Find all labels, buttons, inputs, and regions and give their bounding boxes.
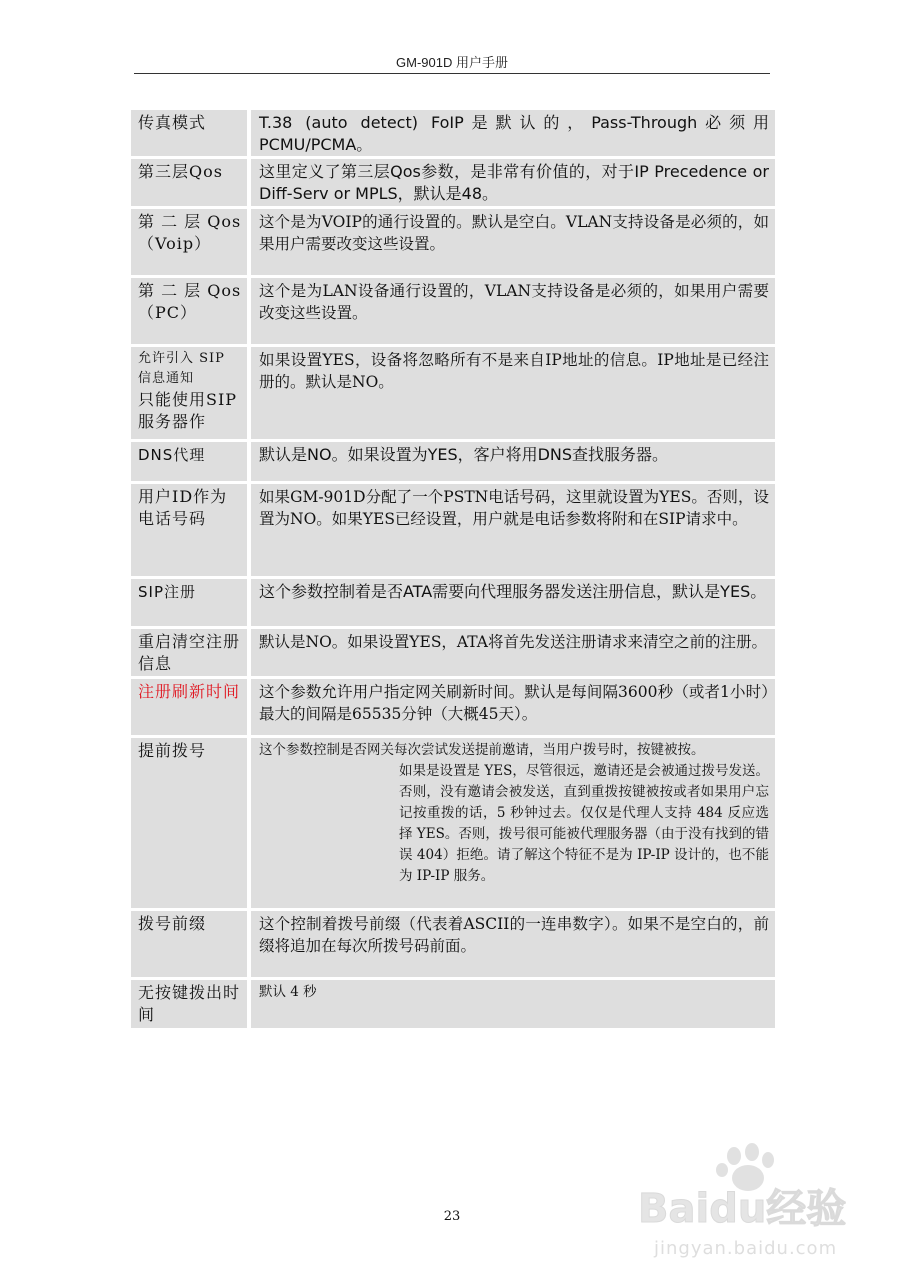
- settings-table: [131, 110, 775, 1031]
- row-label: 提前拨号: [131, 738, 247, 908]
- row-description: 这个是为LAN设备通行设置的，VLAN支持设备是必须的，如果用户需要改变这些设置。: [251, 278, 775, 344]
- row-description: 这个是为VOIP的通行设置的。默认是空白。VLAN支持设备是必须的，如果用户需要改变这些设置。: [251, 209, 775, 275]
- row-description: 默认 4 秒: [251, 980, 775, 1028]
- row-label: 注册刷新时间: [131, 679, 247, 735]
- table-row: [131, 442, 775, 481]
- row-label-line: 只能使用SIP服务器作: [138, 390, 238, 431]
- table-row: [131, 209, 775, 275]
- table-row: [131, 980, 775, 1028]
- row-description: 这里定义了第三层Qos参数，是非常有价值的，对于IP Precedence or Diff-Serv or MPLS，默认是48。: [251, 159, 775, 206]
- row-description-line: 如果是设置是 YES，尽管很远，邀请还是会被通过拨号发送。否则，没有邀请会被发送，直到重拨按键被按或者如果用户忘记按重拨的话，5 秒钟过去。仅仅是代理人支持 484 反应选择 YES。否则，拨号很可能被代理服务器（由于没有找到的错误 404）拒绝。请了解这个特征不是为 IP-IP 设计的，也不能为 IP-IP 服务。: [399, 763, 769, 884]
- row-label: [131, 347, 247, 439]
- row-description: 这个参数允许用户指定网关刷新时间。默认是每间隔3600秒（或者1小时）最大的间隔是65535分钟（大概45天）。: [251, 679, 775, 735]
- table-row: [131, 278, 775, 344]
- row-label: SIP注册: [131, 579, 247, 626]
- row-label: 用户ID作为电话号码: [131, 484, 247, 576]
- table-row: [131, 579, 775, 626]
- row-label: 第 二 层 Qos（PC）: [131, 278, 247, 344]
- row-description: 如果GM-901D分配了一个PSTN电话号码，这里就设置为YES。否则，设置为NO。如果YES已经设置，用户就是电话参数将附和在SIP请求中。: [251, 484, 775, 576]
- watermark-url: jingyan.baidu.com: [654, 1238, 838, 1259]
- row-description: 如果设置YES，设备将忽略所有不是来自IP地址的信息。IP地址是已经注册的。默认是NO。: [251, 347, 775, 439]
- table-row: [131, 484, 775, 576]
- row-description: 默认是NO。如果设置YES，ATA将首先发送注册请求来清空之前的注册。: [251, 629, 775, 676]
- row-description: 这个参数控制着是否ATA需要向代理服务器发送注册信息，默认是YES。: [251, 579, 775, 626]
- page-header: GM-901D 用户手册: [396, 55, 508, 70]
- row-label: 无按键拨出时间: [131, 980, 247, 1028]
- row-description-line: 这个参数控制是否网关每次尝试发送提前邀请，当用户拨号时，按键被按。: [259, 742, 705, 758]
- row-description: [251, 738, 775, 908]
- baidu-jingyan-watermark: [634, 1142, 864, 1272]
- row-description: 默认是NO。如果设置为YES，客户将用DNS查找服务器。: [251, 442, 775, 481]
- row-label: 第三层Qos: [131, 159, 247, 206]
- header-divider: [134, 73, 770, 74]
- table-row: [131, 629, 775, 676]
- table-row: [131, 679, 775, 735]
- table-row: [131, 738, 775, 908]
- watermark-brand: Baidu经验: [638, 1186, 847, 1232]
- table-row: [131, 911, 775, 977]
- table-row: [131, 347, 775, 439]
- row-description: T.38 (auto detect) FoIP是默认的，Pass-Through必须用PCMU/PCMA。: [251, 110, 775, 156]
- row-label: DNS代理: [131, 442, 247, 481]
- table-row: [131, 159, 775, 206]
- row-label: 重启清空注册信息: [131, 629, 247, 676]
- page-number: 23: [443, 1209, 461, 1224]
- row-label: 第 二 层 Qos（Voip）: [131, 209, 247, 275]
- row-label-line: 允许引入 SIP 信息通知: [138, 351, 225, 386]
- row-label: 传真模式: [131, 110, 247, 156]
- row-description: 这个控制着拨号前缀（代表着ASCII的一连串数字）。如果不是空白的，前缀将追加在每次所拨号码前面。: [251, 911, 775, 977]
- row-label: 拨号前缀: [131, 911, 247, 977]
- table-row: [131, 110, 775, 156]
